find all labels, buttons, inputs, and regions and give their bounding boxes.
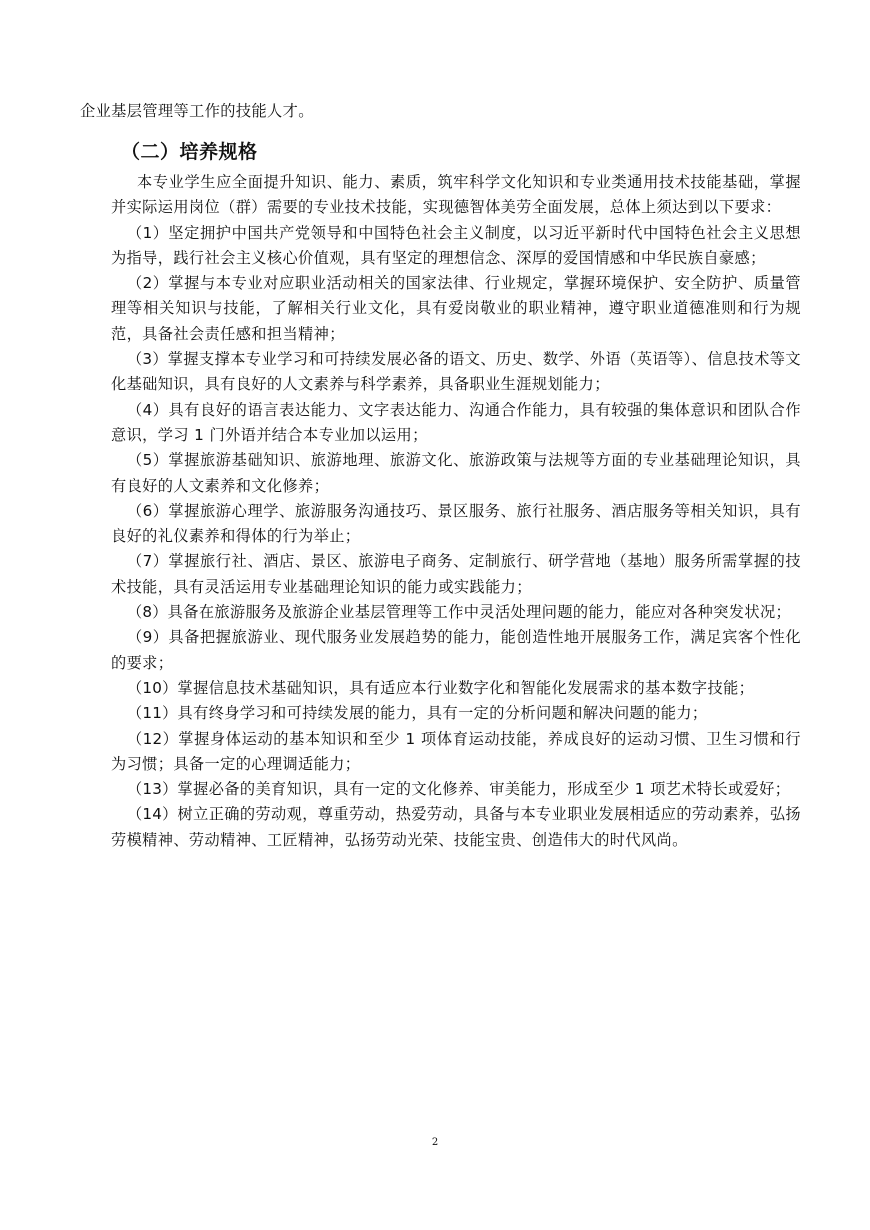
item-text: 掌握旅游心理学、旅游服务沟通技巧、景区服务、旅行社服务、酒店服务等相关知识，具有良好的礼仪素养和得体的行为举止；: [111, 501, 801, 546]
section-heading: （二）培养规格: [121, 141, 258, 163]
list-item: [111, 802, 801, 853]
item-text: 坚定拥护中国共产党领导和中国特色社会主义制度，以习近平新时代中国特色社会主义思想为指导，践行社会主义核心价值观，具有坚定的理想信念、深厚的爱国情感和中华民族自豪感；: [111, 223, 801, 267]
item-number: （10）: [127, 678, 178, 697]
list-item: [111, 701, 801, 726]
item-text: 掌握必备的美育知识，具有一定的文化修养、审美能力，形成至少 1 项艺术特长或爱好；: [177, 780, 791, 799]
item-text: 树立正确的劳动观，尊重劳动，热爱劳动，具备与本专业职业发展相适应的劳动素养，弘扬劳模精神、劳动精神、工匠精神，弘扬劳动光荣、技能宝贵、创造伟大的时代风尚。: [111, 805, 802, 849]
list-item: [111, 271, 801, 347]
list-item: [111, 600, 801, 625]
list-item: [111, 221, 801, 272]
continuation-text: 企业基层管理等工作的技能人才。: [80, 102, 314, 120]
item-number: （5）: [127, 451, 169, 470]
item-number: （8）: [127, 603, 168, 622]
item-text: 具备把握旅游业、现代服务业发展趋势的能力，能创造性地开展服务工作，满足宾客个性化的要求；: [111, 628, 801, 672]
list-item: [111, 499, 801, 550]
item-number: （3）: [127, 350, 168, 369]
item-number: （7）: [127, 552, 169, 571]
item-text: 掌握身体运动的基本知识和至少 1 项体育运动技能，养成良好的运动习惯、卫生习惯和行为习惯；具备一定的心理调适能力；: [111, 729, 801, 773]
list-item: [111, 727, 801, 778]
item-text: 掌握信息技术基础知识，具有适应本行业数字化和智能化发展需求的基本数字技能；: [177, 678, 755, 697]
item-number: （1）: [127, 223, 169, 242]
item-text: 掌握与本专业对应职业活动相关的国家法律、行业规定，掌握环境保护、安全防护、质量管理等相关知识与技能，了解相关行业文化，具有爱岗敬业的职业精神，遵守职业道德准则和行为规范，具备社会责任感和担当精神；: [111, 274, 801, 343]
item-text: 具备在旅游服务及旅游企业基层管理等工作中灵活处理问题的能力，能应对各种突发状况；: [167, 603, 792, 622]
item-number: （4）: [127, 400, 169, 419]
item-number: （14）: [127, 805, 178, 824]
item-number: （13）: [127, 780, 178, 799]
list-item: [111, 398, 801, 449]
item-number: （11）: [127, 704, 178, 723]
list-item: [111, 676, 801, 701]
page-number: 2: [431, 1137, 439, 1148]
intro-paragraph: 本专业学生应全面提升知识、能力、素质，筑牢科学文化知识和专业类通用技术技能基础，掌握并实际运用岗位（群）需要的专业技术技能，实现德智体美劳全面发展，总体上须达到以下要求：: [111, 173, 801, 217]
list-item: [111, 347, 801, 398]
document-body: [111, 170, 801, 853]
item-number: （12）: [127, 729, 179, 748]
list-item: [111, 549, 801, 600]
item-text: 具有终身学习和可持续发展的能力，具有一定的分析问题和解决问题的能力；: [177, 704, 708, 723]
list-item: [111, 448, 801, 499]
item-number: （2）: [127, 274, 169, 293]
list-item: [111, 777, 801, 802]
item-text: 掌握支撑本专业学习和可持续发展必备的语文、历史、数学、外语（英语等）、信息技术等文化基础知识，具有良好的人文素养与科学素养，具备职业生涯规划能力；: [111, 350, 801, 394]
item-text: 具有良好的语言表达能力、文字表达能力、沟通合作能力，具有较强的集体意识和团队合作意识，学习 1 门外语并结合本专业加以运用；: [111, 400, 801, 444]
list-item: [111, 625, 801, 676]
item-text: 掌握旅行社、酒店、景区、旅游电子商务、定制旅行、研学营地（基地）服务所需掌握的技术技能，具有灵活运用专业基础理论知识的能力或实践能力；: [111, 552, 801, 596]
item-text: 掌握旅游基础知识、旅游地理、旅游文化、旅游政策与法规等方面的专业基础理论知识，具有良好的人文素养和文化修养；: [111, 451, 801, 495]
item-number: （6）: [127, 501, 169, 520]
item-number: （9）: [127, 628, 169, 647]
